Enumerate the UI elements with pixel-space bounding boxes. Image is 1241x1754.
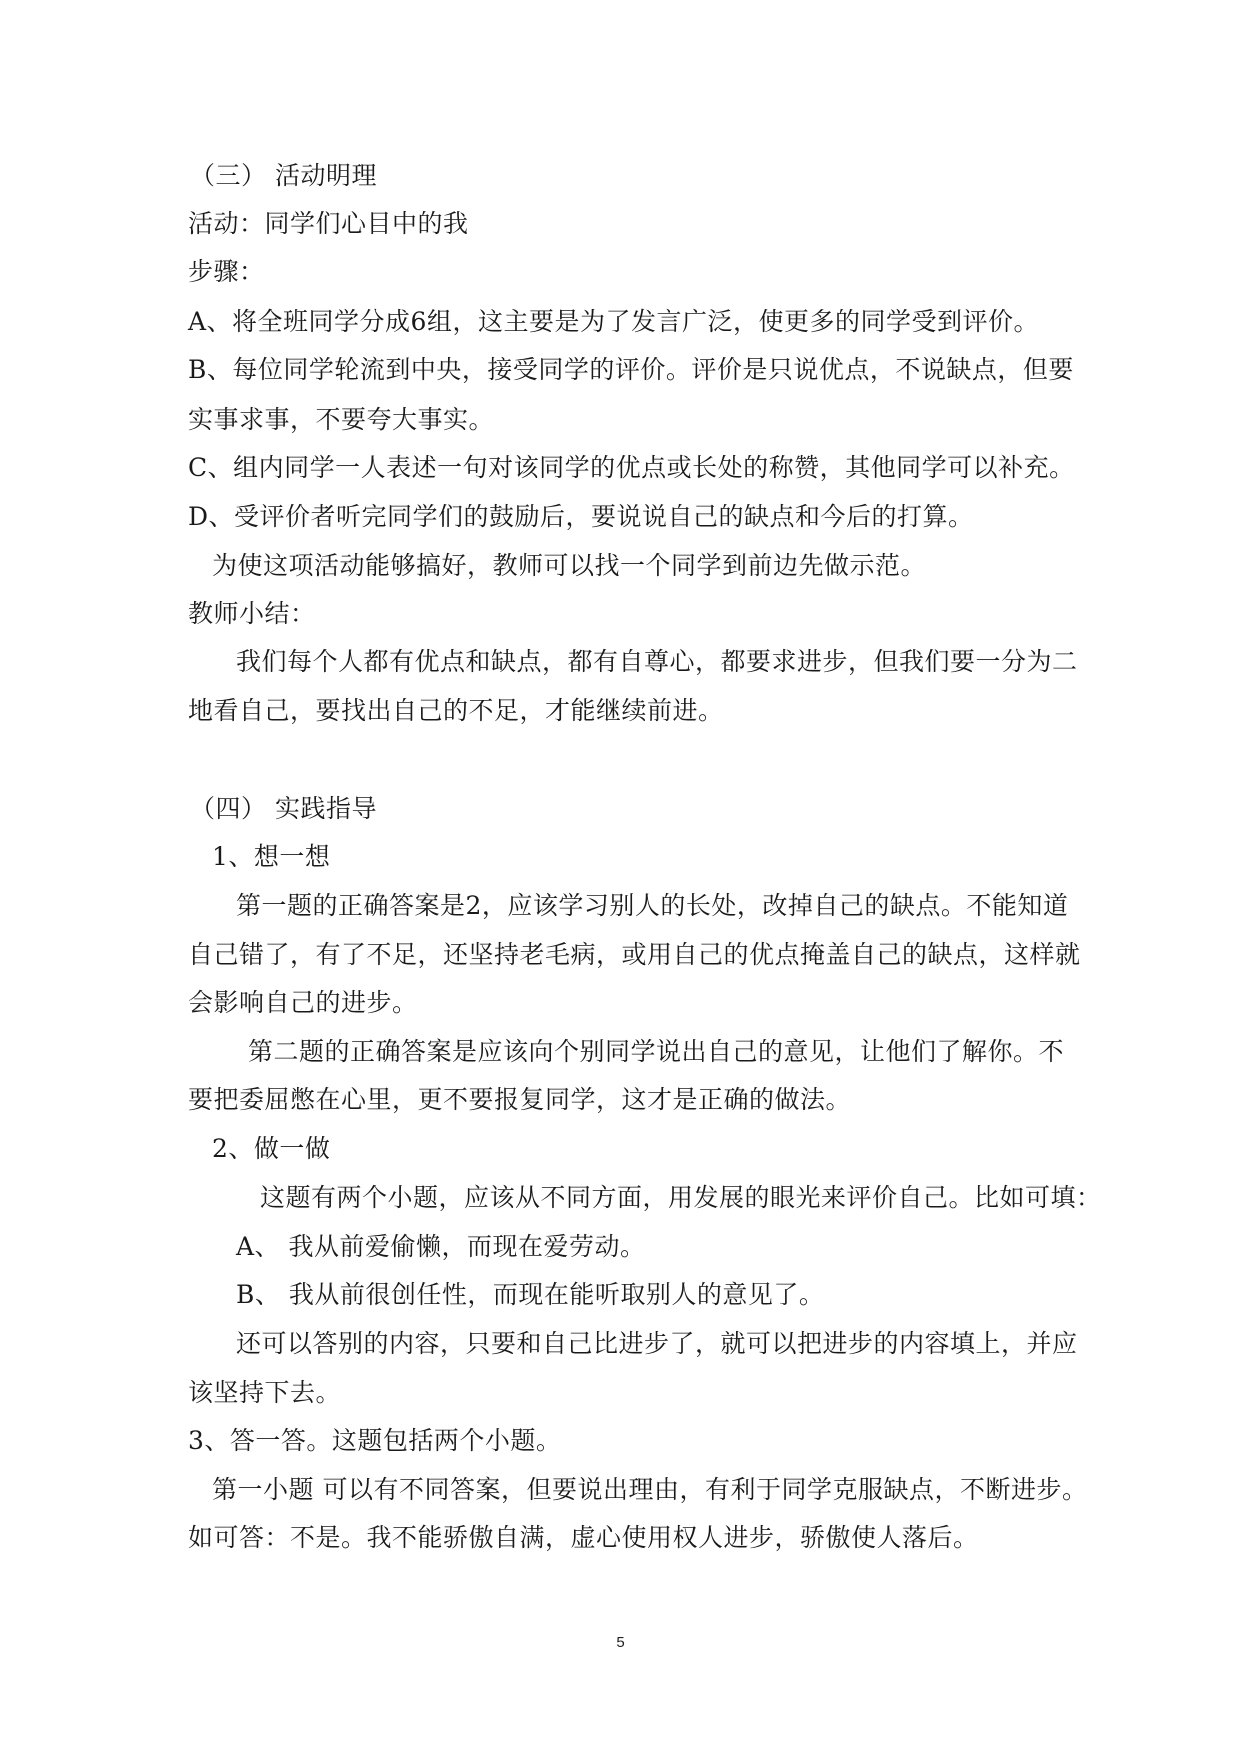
teacher-summary-text-continued: 地看自己，要找出自己的不足，才能继续前进。 — [188, 696, 724, 725]
steps-label: 步骤： — [188, 257, 265, 286]
answer-b: B、 我从前很创任性，而现在能听取别人的意见了。 — [236, 1280, 825, 1309]
paragraph-do: 这题有两个小题，应该从不同方面，用发展的眼光来评价自己。比如可填： — [260, 1183, 1102, 1212]
step-b-continued: 实事求事，不要夸大事实。 — [188, 405, 495, 434]
paragraph-other-answers: 还可以答别的内容，只要和自己比进步了，就可以把进步的内容填上，并应 — [236, 1329, 1078, 1358]
subheading-think: 1、想一想 — [212, 842, 331, 871]
section-heading-4: （四） 实践指导 — [190, 794, 377, 823]
page-number: 5 — [616, 1634, 625, 1651]
subheading-answer: 3、答一答。这题包括两个小题。 — [188, 1426, 562, 1455]
teacher-summary-label: 教师小结： — [188, 599, 316, 628]
section-heading-3: （三） 活动明理 — [190, 161, 377, 190]
step-c: C、组内同学一人表述一句对该同学的优点或长处的称赞，其他同学可以补充。 — [188, 453, 1075, 482]
step-b: B、每位同学轮流到中央，接受同学的评价。评价是只说优点，不说缺点，但要 — [188, 355, 1074, 384]
step-a: A、将全班同学分成6组，这主要是为了发言广泛，使更多的同学受到评价。 — [188, 307, 1039, 336]
activity-title: 活动：同学们心目中的我 — [188, 209, 469, 238]
paragraph-q2-line2: 要把委屈憋在心里，更不要报复同学，这才是正确的做法。 — [188, 1085, 852, 1114]
demo-note: 为使这项活动能够搞好，教师可以找一个同学到前边先做示范。 — [212, 551, 927, 580]
step-d: D、受评价者听完同学们的鼓励后，要说说自己的缺点和今后的打算。 — [188, 502, 974, 531]
subheading-do: 2、做一做 — [212, 1134, 331, 1163]
paragraph-other-answers-line2: 该坚持下去。 — [188, 1378, 342, 1407]
paragraph-q1-line2: 自己错了，有了不足，还坚持老毛病，或用自己的优点掩盖自己的缺点，这样就 — [188, 940, 1081, 969]
teacher-summary-text: 我们每个人都有优点和缺点，都有自尊心，都要求进步，但我们要一分为二 — [236, 647, 1078, 676]
paragraph-first-question: 第一小题 可以有不同答案，但要说出理由，有利于同学克服缺点，不断进步。 — [212, 1475, 1088, 1504]
answer-a: A、 我从前爱偷懒，而现在爱劳动。 — [236, 1232, 646, 1261]
paragraph-q1: 第一题的正确答案是2，应该学习别人的长处，改掉自己的缺点。不能知道 — [236, 891, 1069, 920]
paragraph-first-question-line2: 如可答：不是。我不能骄傲自满，虚心使用权人进步，骄傲使人落后。 — [188, 1523, 979, 1552]
paragraph-q2: 第二题的正确答案是应该向个别同学说出自己的意见，让他们了解你。不 — [248, 1037, 1065, 1066]
paragraph-q1-line3: 会影响自己的进步。 — [188, 988, 418, 1017]
